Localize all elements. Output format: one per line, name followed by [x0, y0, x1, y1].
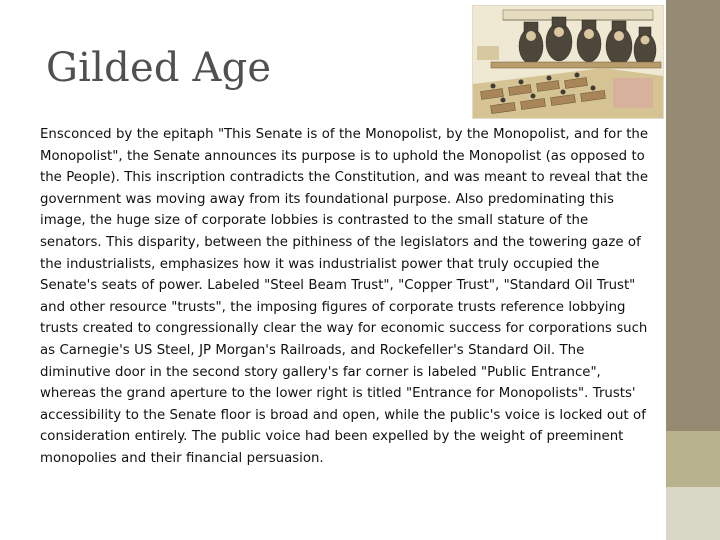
- cartoon-illustration: [472, 5, 664, 119]
- slide-title: Gilded Age: [46, 45, 272, 91]
- cartoon-drawing: [473, 6, 663, 118]
- side-accent-bar-bottom: [666, 487, 720, 540]
- side-accent-bar-middle: [666, 431, 720, 487]
- side-accent-bar-top: [666, 0, 720, 431]
- slide-body-text: Ensconced by the epitaph "This Senate is of the Monopolist, by the Monopolist, and for the Monopolist", the Senate announces its purpose is to uphold the Monopolist (as opposed to the People). This inscription contradicts the Constitution, and was meant to reveal that the government was moving away from its foundational purpose. Also predominating this image, the huge size of corporate lobbies is contrasted to the small stature of the senators. This disparity, between the pithiness of the legislators and the towering gaze of the industrialists, emphasizes how it was industrialist power that truly occupied the Senate's seats of power. Labeled "Steel Beam Trust", "Copper Trust", "Standard Oil Trust" and other resource "trusts", the imposing figures of corporate trusts reference lobbying trusts created to congressionally clear the way for economic success for corporations such as Carnegie's US Steel, JP Morgan's Railroads, and Rockefeller's Standard Oil. The diminutive door in the second story gallery's far corner is labeled "Public Entrance", whereas the grand aperture to the lower right is titled "Entrance for Monopolists". Trusts' accessibility to the Senate floor is broad and open, while the public's voice is locked out of consideration entirely. The public voice had been expelled by the weight of preeminent monopolies and their financial persuasion.: [40, 127, 649, 466]
